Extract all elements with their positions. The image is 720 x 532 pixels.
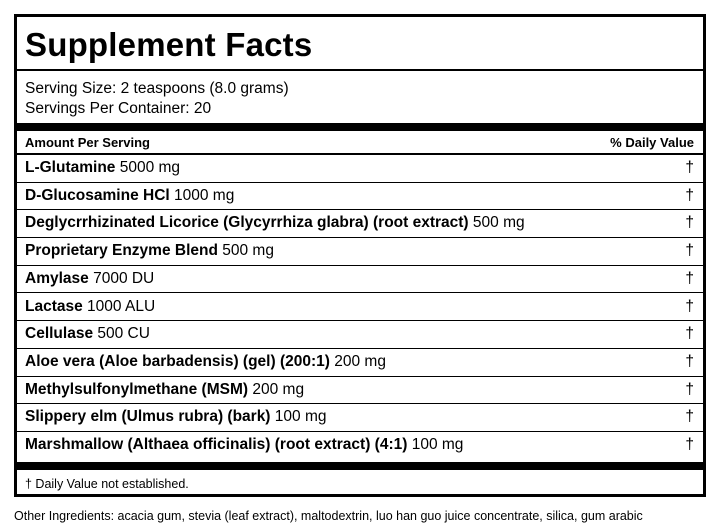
ingredient-text [25, 186, 234, 206]
ingredient-amount: 500 CU [97, 325, 150, 343]
ingredient-row [17, 155, 703, 183]
ingredient-name: Cellulase [25, 325, 94, 343]
ingredient-daily-value: † [685, 242, 694, 260]
ingredient-row [17, 238, 703, 266]
other-ingredients: Other Ingredients: acacia gum, stevia (leaf extract), maltodextrin, luo han guo juice concentrate, silica, gum arabic [14, 509, 643, 523]
panel-title: Supplement Facts [25, 26, 313, 63]
ingredient-amount: 200 mg [334, 352, 386, 370]
ingredient-text [25, 380, 304, 400]
ingredient-amount: 100 mg [411, 436, 464, 453]
ingredient-name: D-Glucosamine HCl [25, 186, 170, 204]
ingredient-name: Aloe vera (Aloe barbadensis) (gel) (200:1) [25, 352, 330, 370]
ingredient-row [17, 210, 703, 238]
ingredient-text [25, 407, 327, 427]
ingredient-text [25, 213, 525, 233]
ingredient-amount: 5000 mg [119, 159, 181, 176]
ingredient-daily-value: † [685, 269, 694, 287]
ingredient-name: Deglycrrhizinated Licorice (Glycyrrhiza glabra) (root extract) [25, 214, 469, 232]
ingredient-amount: 7000 DU [93, 269, 155, 287]
ingredient-amount: 100 mg [274, 408, 327, 426]
ingredient-daily-value: † [685, 297, 694, 315]
ingredient-name: Slippery elm (Ulmus rubra) (bark) [25, 408, 271, 426]
ingredient-daily-value: † [685, 186, 694, 204]
ingredient-text [25, 241, 274, 261]
ingredient-name: Proprietary Enzyme Blend [25, 242, 218, 260]
ingredient-name: Marshmallow (Althaea officinalis) (root extract) (4:1) [25, 436, 408, 453]
ingredient-row [17, 404, 703, 432]
ingredient-amount: 1000 ALU [87, 297, 156, 315]
ingredient-text [25, 269, 154, 289]
ingredient-row [17, 294, 703, 322]
ingredient-amount: 500 mg [222, 242, 274, 260]
ingredient-daily-value: † [685, 325, 694, 343]
ingredient-daily-value: † [685, 352, 694, 370]
title-divider [17, 69, 703, 71]
ingredient-daily-value: † [685, 380, 694, 398]
ingredient-text [25, 324, 150, 344]
ingredient-row [17, 183, 703, 211]
ingredient-name: Amylase [25, 269, 89, 287]
serving-size: Serving Size: 2 teaspoons (8.0 grams) [25, 80, 289, 97]
ingredient-row [17, 349, 703, 377]
thick-divider-bottom [17, 462, 703, 470]
ingredient-name: Methylsulfonylmethane (MSM) [25, 380, 249, 398]
ingredient-text [25, 352, 386, 372]
ingredient-row [17, 377, 703, 405]
ingredient-amount: 500 mg [472, 214, 525, 232]
ingredient-row [17, 266, 703, 294]
daily-value-header: % Daily Value [610, 135, 694, 150]
ingredient-amount: 1000 mg [174, 186, 235, 204]
ingredient-text [25, 297, 155, 317]
daily-value-footnote: † Daily Value not established. [25, 477, 189, 491]
ingredient-name: L-Glutamine [25, 159, 116, 176]
ingredient-row [17, 321, 703, 349]
ingredient-daily-value: † [685, 159, 694, 176]
supplement-facts-panel [14, 14, 706, 497]
thick-divider-top [17, 123, 703, 131]
ingredient-text [25, 158, 180, 178]
amount-per-serving-header: Amount Per Serving [25, 135, 150, 150]
ingredient-daily-value: † [685, 408, 694, 426]
ingredient-daily-value: † [685, 214, 694, 232]
ingredient-text [25, 435, 463, 455]
ingredient-row [17, 432, 703, 460]
ingredient-daily-value: † [685, 436, 694, 453]
ingredient-amount: 200 mg [252, 380, 305, 398]
ingredient-name: Lactase [25, 297, 83, 315]
servings-per-container: Servings Per Container: 20 [25, 100, 212, 117]
